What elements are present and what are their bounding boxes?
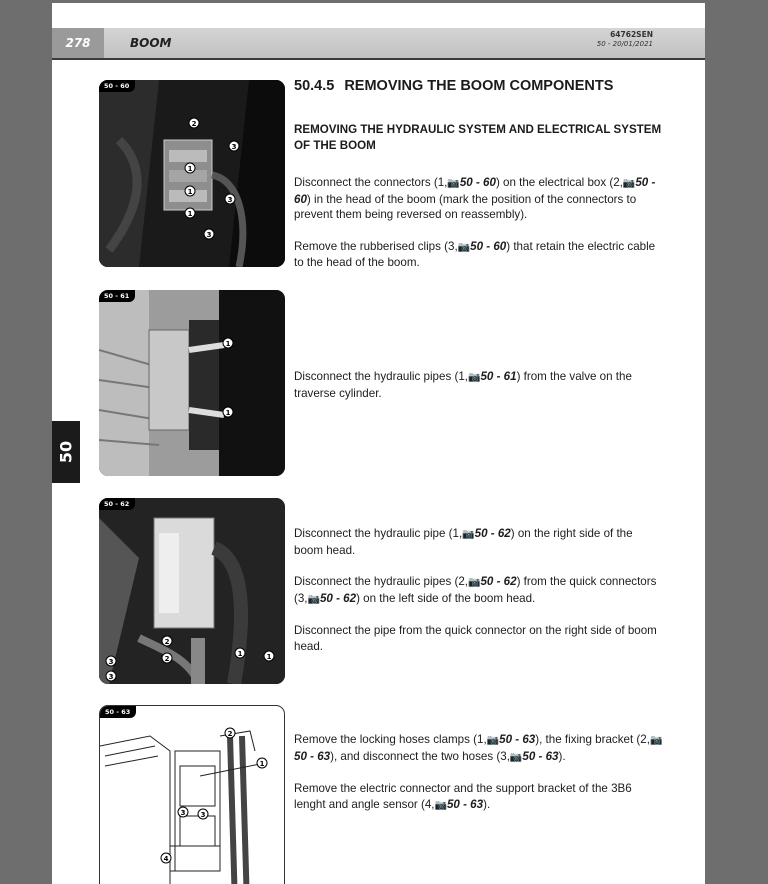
callout: 3: [206, 231, 212, 239]
chapter-tab-label: 50: [56, 440, 76, 464]
doc-info: [597, 30, 653, 49]
chapter-tab: [52, 421, 80, 483]
paragraph: Disconnect the connectors (1,📷50 - 60) on the electrical box (2,📷50 - 60) in the head of the boom (mark the position of the connectors to prevent them being reversed on reassembly).: [294, 176, 656, 221]
doc-date: 50 - 20/01/2021: [596, 40, 653, 48]
figure-ref: 50 - 60: [470, 239, 507, 253]
callout: 2: [191, 120, 197, 128]
figure-50-61: [99, 290, 285, 476]
paragraph: Disconnect the hydraulic pipes (1,📷50 - 61) from the valve on the traverse cylinder.: [294, 370, 632, 400]
callout: 1: [187, 165, 193, 173]
callout: 3: [231, 143, 237, 151]
figure-label: 50 - 63: [100, 706, 136, 718]
callout: 1: [187, 210, 193, 218]
figure-ref: 50 - 60: [459, 176, 496, 189]
section-heading-title: REMOVING THE BOOM COMPONENTS: [344, 78, 614, 94]
figure-50-60: [99, 80, 285, 267]
paragraph: Remove the locking hoses clamps (1,📷50 - 63), the fixing bracket (2,📷50 - 63), and disconnect the two hoses (3,📷50 - 63).: [294, 733, 663, 763]
camera-icon: 📷: [434, 799, 447, 811]
paragraph: Remove the rubberised clips (3,📷50 - 60) that retain the electric cable to the head of the boom.: [294, 239, 656, 269]
camera-icon: 📷: [447, 178, 460, 189]
manual-page: [52, 3, 705, 884]
figure-ref: 50 - 62: [480, 575, 517, 588]
callout: 3: [227, 196, 233, 204]
text-block-50-60: [294, 175, 664, 287]
camera-icon: 📷: [509, 751, 523, 763]
figure-ref: 50 - 61: [480, 370, 517, 383]
paragraph: Disconnect the hydraulic pipe (1,📷50 - 62) on the right side of the boom head.: [294, 527, 633, 557]
callout: 3: [108, 673, 114, 681]
text-block-50-61: [294, 369, 664, 417]
paragraph: Disconnect the hydraulic pipes (2,📷50 - 62) from the quick connectors (3,📷50 - 62) on the left side of the boom head.: [294, 575, 657, 605]
callout: 1: [225, 409, 231, 417]
figure-50-62: [99, 498, 285, 684]
page-number: 278: [52, 28, 104, 58]
page-header: [52, 28, 705, 58]
figure-ref: 50 - 62: [474, 527, 511, 540]
figure-label: 50 - 61: [99, 290, 135, 302]
section-heading: [294, 78, 613, 94]
camera-icon: 📷: [468, 372, 481, 383]
subsection-heading: REMOVING THE HYDRAULIC SYSTEM AND ELECTRICAL SYSTEM OF THE BOOM: [294, 123, 662, 152]
paragraph: Remove the electric connector and the support bracket of the 3B6 lenght and angle sensor (4,📷50 - 63).: [294, 782, 632, 811]
callout: 3: [108, 658, 114, 666]
figure-photo: [99, 498, 285, 684]
text-block-50-62: [294, 526, 664, 670]
callout: 2: [164, 638, 170, 646]
section-heading-number: 50.4.5: [294, 78, 335, 94]
camera-icon: 📷: [486, 735, 500, 746]
figure-label: 50 - 60: [99, 80, 135, 92]
camera-icon: 📷: [468, 577, 481, 588]
camera-icon: 📷: [649, 735, 663, 746]
callout: 3: [200, 811, 206, 819]
figure-ref: 50 - 63: [446, 797, 484, 811]
figure-ref: 50 - 62: [319, 591, 357, 605]
callout: 1: [266, 653, 272, 661]
camera-icon: 📷: [462, 529, 475, 540]
figure-50-63: [99, 705, 285, 884]
figure-label: 50 - 62: [99, 498, 135, 510]
callout: 1: [259, 760, 265, 768]
callout: 4: [163, 855, 169, 863]
header-rule: [52, 58, 705, 60]
figure-ref: 50 - 63: [522, 749, 559, 763]
camera-icon: 📷: [307, 593, 320, 605]
callout: 1: [187, 188, 193, 196]
doc-code: 64762SEN: [610, 30, 653, 39]
callout: 1: [225, 340, 231, 348]
figure-ref: 50 - 63: [294, 749, 331, 763]
callout: 3: [180, 809, 186, 817]
figure-photo: [99, 80, 285, 267]
camera-icon: 📷: [622, 178, 636, 189]
callout: 2: [164, 655, 170, 663]
figure-photo: [99, 290, 285, 476]
camera-icon: 📷: [457, 241, 471, 253]
callout: 2: [227, 730, 233, 738]
figure-ref: 50 - 63: [499, 733, 536, 746]
paragraph: Disconnect the pipe from the quick connector on the right side of boom head.: [294, 624, 657, 653]
figure-ref: 50 - 60: [294, 176, 656, 206]
figure-drawing: [100, 706, 285, 884]
text-block-50-63: [294, 732, 664, 829]
section-title: BOOM: [130, 36, 172, 50]
callout: 1: [237, 650, 243, 658]
